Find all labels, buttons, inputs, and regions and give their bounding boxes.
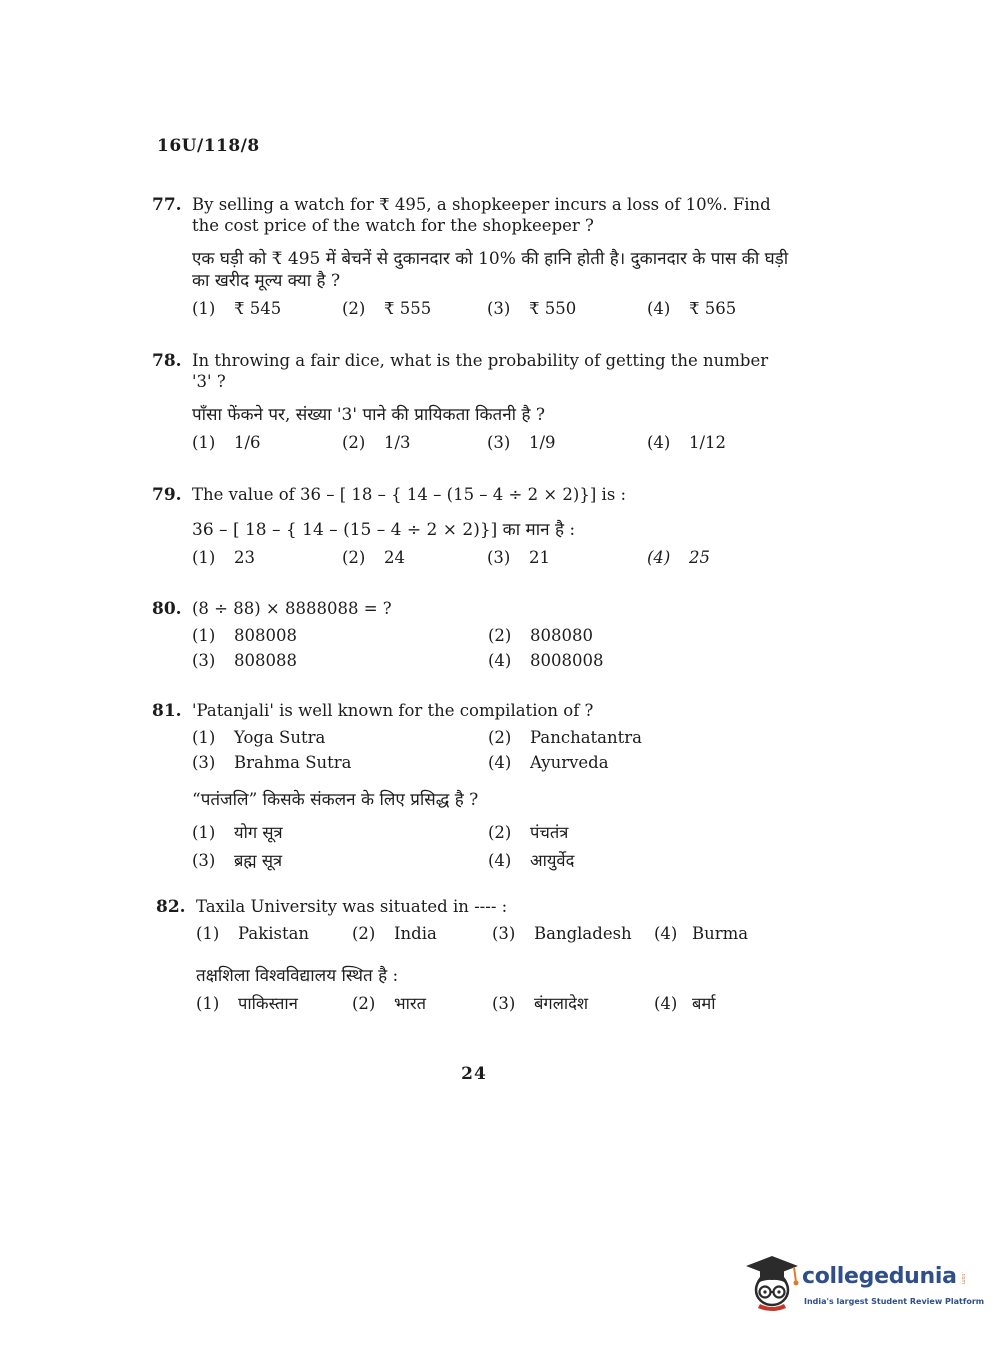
collegedunia-logo: [742, 1250, 985, 1320]
option-4: (4) 8008008: [488, 651, 604, 670]
option-3: (3) 21: [487, 548, 550, 567]
option-1: (1) 808008: [192, 626, 297, 645]
option-3: (3) 808088: [192, 651, 297, 670]
options: [192, 298, 792, 320]
option-4-hindi: (4) बर्मा: [654, 994, 716, 1013]
question-text-hindi: तक्षशिला विश्वविद्यालय स्थित है :: [196, 966, 399, 986]
option-2-hindi: (2) पंचतंत्र: [488, 823, 569, 842]
option-1: (1) 1/6: [192, 433, 261, 452]
option-4-hindi: (4) आयुर्वेद: [488, 851, 575, 870]
option-3: (3) Brahma Sutra: [192, 753, 352, 772]
student-mascot-icon: [742, 1252, 800, 1312]
option-2: (2) India: [352, 924, 437, 943]
option-2: (2) 1/3: [342, 433, 411, 452]
option-4: (4) 25: [647, 548, 710, 567]
question-77: [152, 194, 792, 320]
option-1: (1) 23: [192, 548, 255, 567]
option-1-hindi: (1) योग सूत्र: [192, 823, 283, 842]
option-1-hindi: (1) पाकिस्तान: [196, 994, 298, 1013]
question-78: [152, 350, 792, 454]
question-80: [152, 598, 792, 673]
options: [192, 623, 792, 673]
question-number: 78.: [152, 351, 182, 371]
option-2: (2) 24: [342, 548, 405, 567]
option-2: (2) ₹ 555: [342, 299, 432, 318]
options-hindi: [192, 819, 792, 875]
option-1: (1) Pakistan: [196, 924, 310, 943]
question-text-english: The value of 36 – [ 18 – { 14 – (15 – 4 ÷ 2 × 2)}] is :: [192, 485, 627, 504]
question-number: 81.: [152, 701, 182, 721]
option-3-hindi: (3) ब्रह्म सूत्र: [192, 851, 283, 870]
page-number: 24: [461, 1064, 487, 1084]
question-81: [152, 700, 792, 875]
question-82: [156, 896, 796, 1015]
question-number: 82.: [156, 897, 186, 917]
question-text-english: Taxila University was situated in ---- :: [196, 897, 508, 916]
logo-tagline: India's largest Student Review Platform: [804, 1297, 985, 1306]
paper-code: 16U/118/8: [157, 136, 260, 156]
option-4: (4) 1/12: [647, 433, 727, 452]
option-1: (1) Yoga Sutra: [192, 728, 326, 747]
question-text-hindi: 36 – [ 18 – { 14 – (15 – 4 ÷ 2 × 2)}] का मान है :: [192, 520, 576, 540]
question-79: [152, 484, 792, 569]
option-2-hindi: (2) भारत: [352, 994, 427, 1013]
option-3: (3) 1/9: [487, 433, 556, 452]
option-4: (4) Ayurveda: [488, 753, 609, 772]
question-text-hindi: “पतंजलि” किसके संकलन के लिए प्रसिद्ध है ?: [192, 790, 479, 810]
options: [192, 547, 792, 569]
question-text-hindi: पाँसा फेंकने पर, संख्या '3' पाने की प्रायिकता कितनी है ?: [192, 405, 546, 425]
option-3: (3) Bangladesh: [492, 924, 632, 943]
options-english: [196, 923, 796, 945]
option-3-hindi: (3) बंगलादेश: [492, 994, 589, 1013]
option-2: (2) Panchatantra: [488, 728, 642, 747]
option-4: (4) ₹ 565: [647, 299, 737, 318]
question-number: 77.: [152, 195, 182, 215]
question-text-hindi: एक घड़ी को ₹ 495 में बेचनें से दुकानदार को 10% की हानि होती है। दुकानदार के पास की घड़ी का खरीद मूल्य क्या है ?: [192, 249, 789, 291]
question-text-english: (8 ÷ 88) × 8888088 = ?: [192, 599, 392, 618]
option-2: (2) 808080: [488, 626, 593, 645]
question-text-english: 'Patanjali' is well known for the compilation of ?: [192, 701, 594, 720]
options: [192, 432, 792, 454]
logo-suffix: .com: [960, 1272, 966, 1285]
question-text-english: By selling a watch for ₹ 495, a shopkeeper incurs a loss of 10%. Find the cost price of the watch for the shopkeeper ?: [192, 195, 771, 235]
option-1: (1) ₹ 545: [192, 299, 282, 318]
question-text-english: In throwing a fair dice, what is the probability of getting the number '3' ?: [192, 351, 769, 391]
option-4: (4) Burma: [654, 924, 749, 943]
options-english: [192, 725, 792, 775]
option-3: (3) ₹ 550: [487, 299, 577, 318]
logo-wordmark: collegedunia: [802, 1264, 957, 1289]
question-number: 79.: [152, 485, 182, 505]
options-hindi: [196, 993, 796, 1015]
question-number: 80.: [152, 599, 182, 619]
